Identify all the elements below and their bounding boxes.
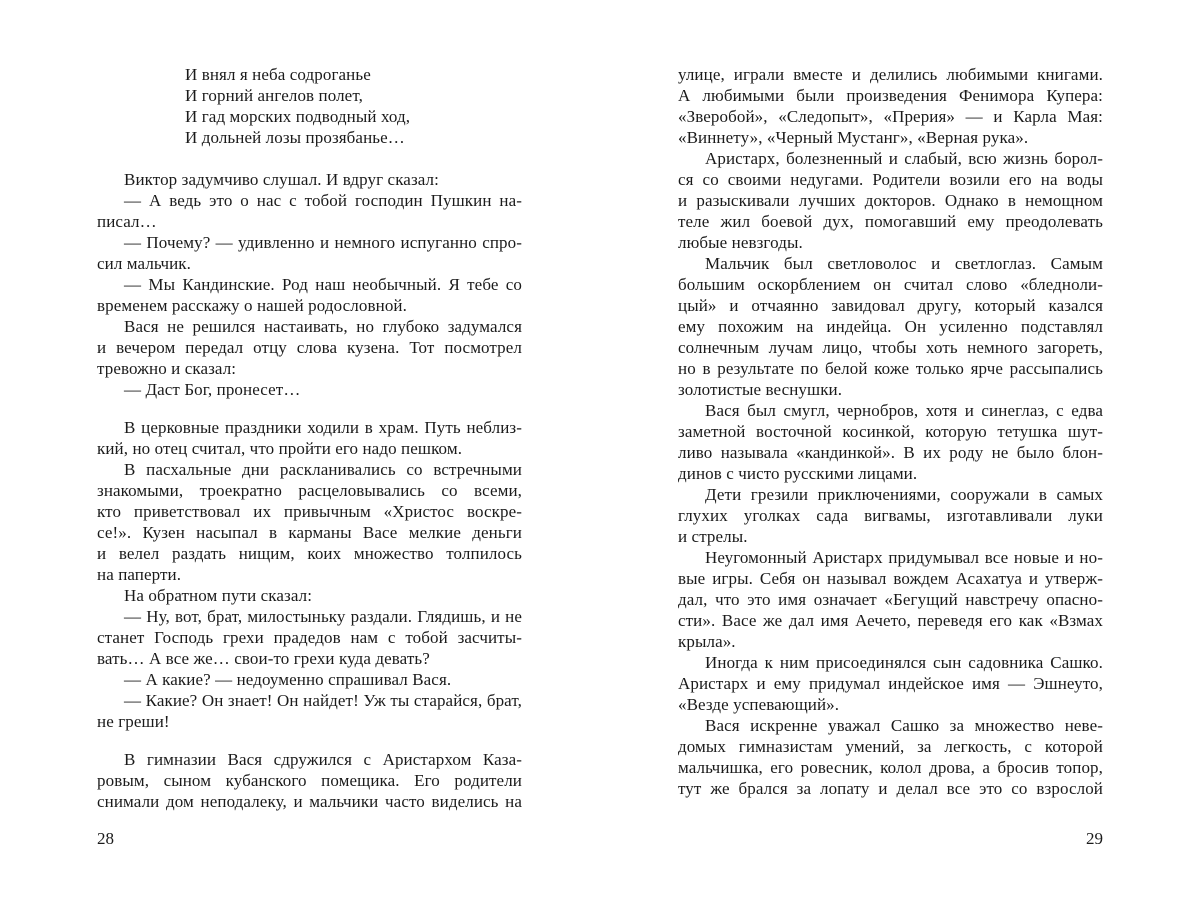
text-line: глухих уголках сада вигвамы, изготавливали луки xyxy=(678,506,1103,525)
verse-line: И гад морских подводный ход, xyxy=(185,107,411,126)
text-line: домых гимназистам умений, за легкость, с которой xyxy=(678,737,1103,756)
paragraph xyxy=(678,652,1103,715)
text-line: снимали дом неподалеку, и мальчики часто виделись на xyxy=(97,792,522,811)
paragraph xyxy=(97,379,522,400)
paragraph xyxy=(97,585,522,606)
text-line: В пасхальные дни раскланивались со встречными xyxy=(124,460,522,479)
text-line: сил мальчик. xyxy=(97,254,192,273)
paragraph xyxy=(97,417,522,459)
text-line: заметной восточной косинкой, которую тетушка шут- xyxy=(678,422,1103,441)
text-line: Вася был смугл, чернобров, хотя и синеглаз, с едва xyxy=(705,401,1103,420)
verse-line: И дольней лозы прозябанье… xyxy=(185,128,405,147)
text-line: Аристарх и ему придумал индейское имя — Эшнеуто, xyxy=(678,674,1103,693)
text-line: Вася не решился настаивать, но глубоко задумался xyxy=(124,317,522,336)
text-line: — А ведь это о нас с тобой господин Пушкин на- xyxy=(124,191,522,210)
text-line: временем расскажу о нашей родословной. xyxy=(97,296,407,315)
text-line: и стрелы. xyxy=(678,527,748,546)
text-line: и вечером передал отцу слова кузена. Тот посмотрел xyxy=(97,338,522,357)
text-line: «Везде успевающий». xyxy=(678,695,840,714)
paragraph xyxy=(678,253,1103,400)
text-line: но в результате по белой коже только ярче рассыпались xyxy=(678,359,1103,378)
paragraph xyxy=(678,148,1103,253)
text-line: крыла». xyxy=(678,632,736,651)
text-line: тут же брался за лопату и делал все это со взрослой xyxy=(678,779,1103,798)
text-line: — Ну, вот, брат, милостыньку раздали. Глядишь, и не xyxy=(124,607,522,626)
text-line: Вася искренне уважал Сашко за множество неве- xyxy=(705,716,1103,735)
page-number-left: 28 xyxy=(97,829,114,848)
text-line: любые невзгоды. xyxy=(678,233,803,252)
text-line: вать… А все же… свои-то грехи куда девать? xyxy=(97,649,430,668)
paragraph xyxy=(97,232,522,274)
text-line: станет Господь грехи прадедов нам с тобой засчиты- xyxy=(97,628,522,647)
text-line: мальчишка, его ровесник, колол дрова, а бросив топор, xyxy=(678,758,1103,777)
text-line: ему похожим на индейца. Он усиленно подставлял xyxy=(678,317,1103,336)
text-line: сти». Васе же дал имя Аечето, переведя его как «Взмах xyxy=(678,611,1103,630)
text-line: ся со своими недугами. Родители возили его на воды xyxy=(678,170,1103,189)
paragraph xyxy=(97,274,522,316)
text-line: Иногда к ним присоединялся сын садовника Сашко. xyxy=(705,653,1103,672)
text-line: Неугомонный Аристарх придумывал все новые и но- xyxy=(705,548,1103,567)
paragraph xyxy=(97,169,522,190)
verse-line: И внял я неба содроганье xyxy=(185,65,371,84)
text-line: не греши! xyxy=(97,712,170,731)
page-number-right: 29 xyxy=(1086,829,1103,848)
text-line: на паперти. xyxy=(97,565,182,584)
text-line: ливо называла «кандинкой». В их роду не было блон- xyxy=(678,443,1103,462)
text-line: — А какие? — недоуменно спрашивал Вася. xyxy=(124,670,452,689)
text-line: «Зверобой», «Следопыт», «Прерия» — и Карла Мая: xyxy=(678,107,1103,126)
text-line: — Почему? — удивленно и немного испуганно спро- xyxy=(124,233,522,252)
text-line: А любимыми были произведения Фенимора Купера: xyxy=(678,86,1103,105)
text-line: В церковные праздники ходили в храм. Путь неблиз- xyxy=(124,418,522,437)
paragraph xyxy=(97,459,522,585)
text-line: Мальчик был светловолос и светлоглаз. Самым xyxy=(705,254,1103,273)
text-line: «Виннету», «Черный Мустанг», «Верная рука». xyxy=(678,128,1029,147)
text-line: — Какие? Он знает! Он найдет! Уж ты старайся, брат, xyxy=(124,691,522,710)
text-line: теле жил боевой дух, помогавший ему преодолевать xyxy=(678,212,1103,231)
paragraph xyxy=(97,316,522,379)
page-right xyxy=(678,64,1103,799)
text-line: кто приветствовал их привычным «Христос воскре- xyxy=(97,502,522,521)
text-line: — Мы Кандинские. Род наш необычный. Я тебе со xyxy=(124,275,522,294)
text-line: динов с чисто русскими лицами. xyxy=(678,464,918,483)
text-line: писал… xyxy=(97,212,157,231)
text-line: знакомыми, троекратно расцеловывались со всеми, xyxy=(97,481,522,500)
text-line: ровым, сыном кубанского помещика. Его родители xyxy=(97,771,522,790)
text-line: Дети грезили приключениями, сооружали в самых xyxy=(705,485,1103,504)
paragraph xyxy=(678,400,1103,484)
text-line: тревожно и сказал: xyxy=(97,359,237,378)
text-line: солнечным лучам лицо, чтобы хоть немного загореть, xyxy=(678,338,1103,357)
text-line: На обратном пути сказал: xyxy=(124,586,313,605)
text-line: большим оскорблением он считал слово «бледноли- xyxy=(678,275,1103,294)
paragraph xyxy=(678,484,1103,547)
text-line: Виктор задумчиво слушал. И вдруг сказал: xyxy=(124,170,439,189)
text-line: и велел раздать нищим, коих множество толпилось xyxy=(97,544,522,563)
text-line: — Даст Бог, пронесет… xyxy=(124,380,301,399)
paragraph xyxy=(97,669,522,690)
text-line: Аристарх, болезненный и слабый, всю жизнь борол- xyxy=(705,149,1103,168)
text-line: дал, что это имя означает «Бегущий навстречу опасно- xyxy=(678,590,1103,609)
text-line: цый» и отчаянно завидовал другу, который казался xyxy=(678,296,1103,315)
paragraph xyxy=(97,190,522,232)
text-line: золотистые веснушки. xyxy=(678,380,843,399)
verse-line: И горний ангелов полет, xyxy=(185,86,363,105)
paragraph xyxy=(97,749,522,812)
text-line: кий, но отец считал, что пройти его надо пешком. xyxy=(97,439,463,458)
page-right-text xyxy=(678,64,1103,799)
text-line: се!». Кузен насыпал в карманы Васе мелкие деньги xyxy=(97,523,522,542)
text-line: вые игры. Себя он называл вождем Асахатуа и утверж- xyxy=(678,569,1103,588)
text-line: улице, играли вместе и делились любимыми книгами. xyxy=(678,65,1103,84)
paragraph xyxy=(97,606,522,669)
verse-quote xyxy=(97,64,522,148)
paragraph xyxy=(678,547,1103,652)
paragraph xyxy=(97,690,522,732)
paragraph xyxy=(678,715,1103,799)
page-left xyxy=(97,64,522,812)
paragraph xyxy=(678,64,1103,148)
text-line: В гимназии Вася сдружился с Аристархом Каза- xyxy=(124,750,522,769)
text-line: и разыскивали лучших докторов. Однако в немощном xyxy=(678,191,1103,210)
page-left-text xyxy=(97,64,522,812)
